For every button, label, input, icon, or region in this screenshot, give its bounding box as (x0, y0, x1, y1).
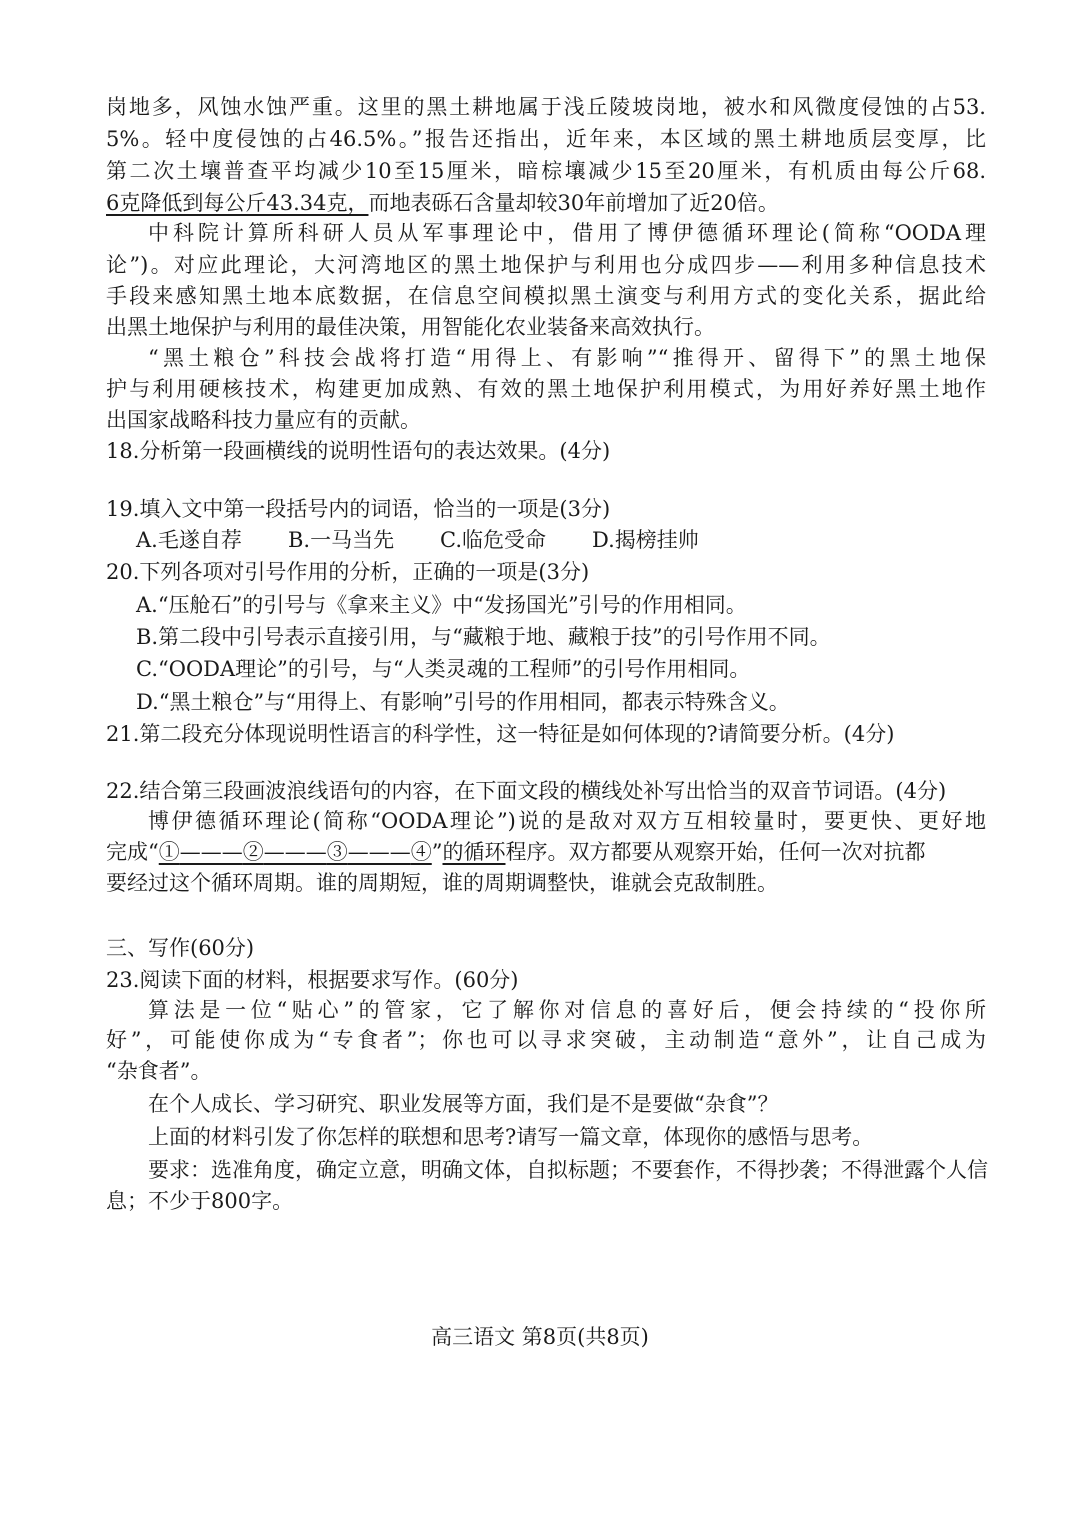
material-line: “杂食者”。 (106, 1059, 212, 1083)
question-22-line: 要经过这个循环周期。谁的周期短，谁的周期调整快，谁就会克敌制胜。 (106, 871, 778, 895)
option-c: C.临危受命 (440, 528, 546, 552)
option-c: C.“OODA理论”的引号，与“人类灵魂的工程师”的引号作用相同。 (136, 657, 751, 681)
question-20-stem: 20.下列各项对引号作用的分析，正确的一项是(3分) (106, 560, 590, 584)
material-line: 算法是一位“贴心”的管家，它了解你对信息的喜好后，便会持续的“投你所 (148, 998, 986, 1022)
question-22-stem: 22.结合第三段画波浪线语句的内容，在下面文段的横线处补写出恰当的双音节词语。(4分) (106, 779, 947, 803)
requirements-line: 息；不少于800字。 (106, 1189, 294, 1213)
material-line: 在个人成长、学习研究、职业发展等方面，我们是不是要做“杂食”？ (148, 1092, 779, 1116)
page-footer: 高三语文 第8页(共8页) (431, 1325, 649, 1349)
question-18: 18.分析第一段画横线的说明性语句的表达效果。(4分) (106, 439, 611, 463)
passage-line: 中科院计算所科研人员从军事理论中，借用了博伊德循环理论(简称“OODA理 (148, 221, 986, 245)
blank-separator: ——— (347, 840, 411, 864)
passage-line: 岗地多，风蚀水蚀严重。这里的黑土耕地属于浅丘陵坡岗地，被水和风微度侵蚀的占53. (106, 95, 986, 119)
passage-text: 而地表砾石含量却较30年前增加了近20倍。 (368, 191, 779, 215)
quote-close: ” (431, 840, 443, 864)
underlined-sentence: 6克降低到每公斤43.34克， (106, 191, 369, 215)
option-d: D.揭榜挂帅 (592, 528, 699, 552)
question-23-stem: 23.阅读下面的材料，根据要求写作。(60分) (106, 968, 519, 992)
section-heading: 三、写作(60分) (106, 936, 255, 960)
passage-line: 出国家战略科技力量应有的贡献。 (106, 408, 421, 432)
material-line: 上面的材料引发了你怎样的联想和思考?请写一篇文章，体现你的感悟与思考。 (148, 1125, 874, 1149)
passage-line: 出黑土地保护与利用的最佳决策，用智能化农业装备来高效执行。 (106, 315, 715, 339)
question-22-line: 博伊德循环理论(简称“OODA理论”)说的是敌对双方互相较量时，要更快、更好地 (148, 809, 986, 833)
blank-separator: ——— (179, 840, 243, 864)
passage-line: 论”)。对应此理论，大河湾地区的黑土地保护与利用也分成四步——利用多种信息技术 (106, 253, 986, 277)
question-21: 21.第二段充分体现说明性语言的科学性，这一特征是如何体现的?请简要分析。(4分) (106, 722, 895, 746)
blank-1: ① (158, 840, 180, 864)
passage-line: 5%。轻中度侵蚀的占46.5%。”报告还指出，近年来，本区域的黑土耕地质层变厚，比 (106, 127, 986, 151)
question-22-blanks-line (106, 837, 986, 867)
question-19-stem: 19.填入文中第一段括号内的词语，恰当的一项是(3分) (106, 497, 611, 521)
passage-line: 第二次土壤普查平均减少10至15厘米，暗棕壤减少15至20厘米，有机质由每公斤68. (106, 159, 986, 183)
option-a: A.“压舱石”的引号与《拿来主义》中“发扬国光”引号的作用相同。 (136, 593, 747, 617)
passage-line: “黑土粮仓”科技会战将打造“用得上、有影响”“推得开、留得下”的黑土地保 (148, 346, 986, 370)
blank-separator: ——— (263, 840, 327, 864)
option-a: A.毛遂自荐 (136, 528, 242, 552)
blank-3: ③ (326, 840, 348, 864)
requirements-line: 要求：选准角度，确定立意，明确文体，自拟标题；不要套作，不得抄袭；不得泄露个人信 (148, 1158, 988, 1182)
option-b: B.一马当先 (288, 528, 395, 552)
blank-2: ② (242, 840, 264, 864)
question-19-options (136, 525, 986, 555)
underlined-phrase: 的循环 (442, 840, 506, 864)
material-line: 好”，可能使你成为“专食者”；你也可以寻求突破，主动制造“意外”，让自己成为 (106, 1028, 986, 1052)
option-b: B.第二段中引号表示直接引用，与“藏粮于地、藏粮于技”的引号作用不同。 (136, 625, 831, 649)
question-22-text: 程序。双方都要从观察开始，任何一次对抗都 (505, 840, 926, 864)
quote-open: 完成“ (106, 840, 159, 864)
blank-4: ④ (410, 840, 432, 864)
passage-line: 护与利用硬核技术，构建更加成熟、有效的黑土地保护利用模式，为用好养好黑土地作 (106, 377, 986, 401)
option-d: D.“黑土粮仓”与“用得上、有影响”引号的作用相同，都表示特殊含义。 (136, 690, 790, 714)
passage-line: 手段来感知黑土地本底数据，在信息空间模拟黑土演变与利用方式的变化关系，据此给 (106, 284, 986, 308)
passage-line (106, 188, 986, 218)
